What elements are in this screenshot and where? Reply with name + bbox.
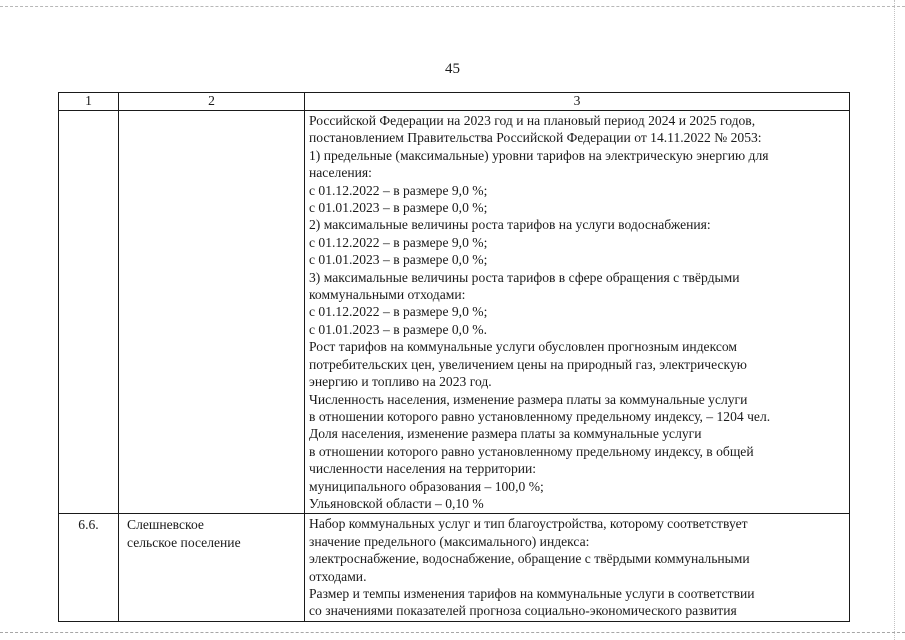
text-line: численности населения на территории:: [309, 461, 537, 477]
text-line: 3) максимальные величины роста тарифов в сфере обращения с твёрдыми: [309, 269, 740, 285]
text-line: Ульяновской области – 0,10 %: [309, 495, 484, 511]
text-line: с 01.01.2023 – в размере 0,0 %.: [309, 321, 487, 337]
text-line: в отношении которого равно установленному предельному индексу, в общей: [309, 443, 754, 459]
text-line: электроснабжение, водоснабжение, обращение с твёрдыми коммунальными: [309, 551, 750, 567]
text-line: Доля населения, изменение размера платы за коммунальные услуги: [309, 426, 702, 442]
description-cell: [305, 514, 850, 621]
settlement-cell: [119, 111, 305, 514]
description-cell: [305, 111, 850, 514]
table-row-continuation: [59, 111, 850, 514]
text-line: в отношении которого равно установленному предельному индексу, – 1204 чел.: [309, 408, 771, 424]
page-number: 45: [445, 61, 460, 77]
text-line: с 01.01.2023 – в размере 0,0 %;: [309, 200, 488, 216]
scan-edge-top: [0, 6, 905, 7]
scan-edge-bottom: [0, 632, 905, 633]
table-row-6-6: [59, 514, 850, 621]
text-line: 2) максимальные величины роста тарифов на услуги водоснабжения:: [309, 217, 711, 233]
header-cell-1: 1: [59, 93, 119, 111]
settlement-type: сельское поселение: [127, 534, 241, 550]
text-line: Рост тарифов на коммунальные услуги обусловлен прогнозным индексом: [309, 339, 738, 355]
row-number-cell: 6.6.: [59, 514, 119, 621]
text-line: с 01.12.2022 – в размере 9,0 %;: [309, 182, 488, 198]
tariff-table: [58, 92, 850, 622]
text-line: с 01.12.2022 – в размере 9,0 %;: [309, 304, 488, 320]
scan-edge-right: [894, 0, 895, 640]
text-line: населения:: [309, 165, 372, 181]
text-line: коммунальными отходами:: [309, 287, 466, 303]
text-line: постановлением Правительства Российской Федерации от 14.11.2022 № 2053:: [309, 130, 762, 146]
text-line: Размер и темпы изменения тарифов на коммунальные услуги в соответствии: [309, 585, 755, 601]
text-line: значение предельного (максимального) индекса:: [309, 533, 590, 549]
header-cell-3: 3: [305, 93, 850, 111]
text-line: со значениями показателей прогноза социально-экономического развития: [309, 603, 737, 619]
row-number-cell: [59, 111, 119, 514]
text-line: потребительских цен, увеличением цены на природный газ, электрическую: [309, 356, 747, 372]
text-line: 1) предельные (максимальные) уровни тарифов на электрическую энергию для: [309, 147, 769, 163]
header-cell-2: 2: [119, 93, 305, 111]
text-line: Численность населения, изменение размера платы за коммунальные услуги: [309, 391, 748, 407]
text-line: Набор коммунальных услуг и тип благоустройства, которому соответствует: [309, 516, 748, 532]
text-line: с 01.12.2022 – в размере 9,0 %;: [309, 234, 488, 250]
table-header-row: [59, 93, 850, 111]
settlement-name: Слешневское: [127, 517, 204, 533]
text-line: энергию и топливо на 2023 год.: [309, 374, 492, 390]
text-line: Российской Федерации на 2023 год и на плановый период 2024 и 2025 годов,: [309, 113, 756, 128]
text-line: с 01.01.2023 – в размере 0,0 %;: [309, 252, 488, 268]
settlement-cell: [119, 514, 305, 621]
text-line: отходами.: [309, 568, 367, 584]
text-line: муниципального образования – 100,0 %;: [309, 478, 544, 494]
